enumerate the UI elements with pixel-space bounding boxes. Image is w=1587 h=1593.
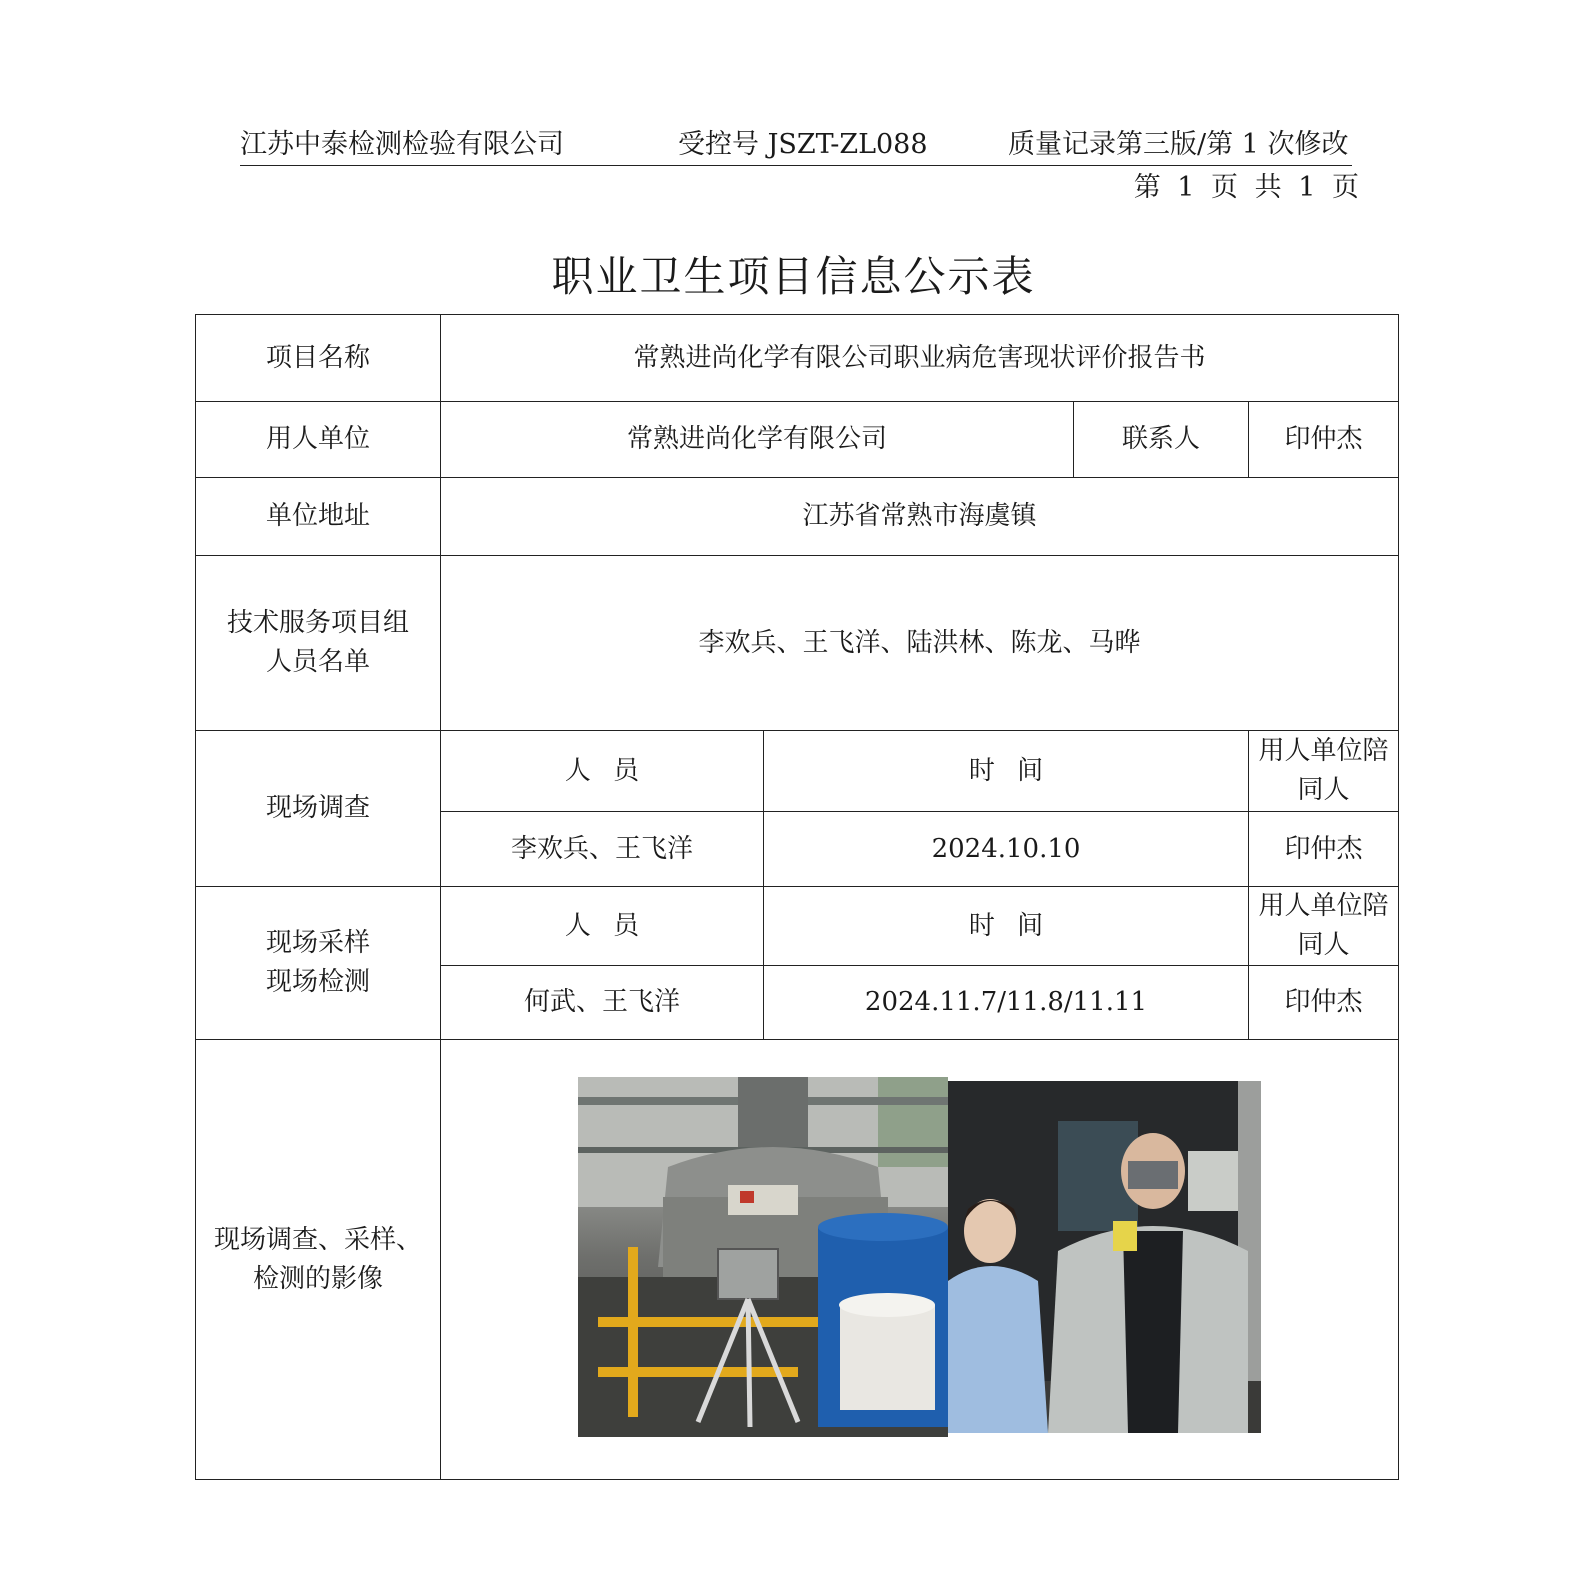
- images-label-line2: 检测的影像: [252, 1263, 383, 1294]
- row-images: [196, 1040, 1399, 1480]
- staff-photo: [948, 1081, 1261, 1433]
- sampling-col-time: 时 间: [764, 887, 1249, 966]
- sampling-col-escort: 用人单位陪同人: [1249, 887, 1399, 966]
- contact-label: 联系人: [1074, 402, 1249, 478]
- contact-value: 印仲杰: [1249, 402, 1399, 478]
- survey-col-personnel: 人 员: [441, 731, 764, 812]
- team-value: 李欢兵、王飞洋、陆洪林、陈龙、马晔: [441, 556, 1399, 731]
- images-label: [196, 1040, 441, 1480]
- page-info: 第 1 页 共 1 页: [1133, 172, 1359, 203]
- company-name: 江苏中泰检测检验有限公司: [240, 129, 564, 160]
- control-number: 受控号 JSZT-ZL088: [678, 129, 928, 160]
- sampling-col-personnel: 人 员: [441, 887, 764, 966]
- sampling-time: 2024.11.7/11.8/11.11: [764, 966, 1249, 1040]
- sampling-label-line1: 现场采样: [265, 928, 370, 958]
- survey-time: 2024.10.10: [764, 812, 1249, 887]
- document-title: 职业卫生项目信息公示表: [551, 252, 1036, 301]
- row-team: [196, 556, 1399, 731]
- sampling-site-illustration: [578, 1077, 948, 1437]
- sampling-escort: 印仲杰: [1249, 966, 1399, 1040]
- team-label-line1: 技术服务项目组: [226, 608, 409, 638]
- team-label: [196, 556, 441, 731]
- row-sampling-header: [196, 887, 1399, 966]
- employer-label: 用人单位: [196, 402, 441, 478]
- survey-escort: 印仲杰: [1249, 812, 1399, 887]
- sampling-site-photo: [578, 1077, 948, 1437]
- row-project-name: [196, 315, 1399, 402]
- row-employer: [196, 402, 1399, 478]
- address-label: 单位地址: [196, 478, 441, 556]
- row-survey-header: [196, 731, 1399, 812]
- survey-col-time: 时 间: [764, 731, 1249, 812]
- survey-label: 现场调查: [196, 731, 441, 887]
- team-label-line2: 人员名单: [265, 647, 370, 677]
- info-table: [195, 314, 1399, 1480]
- record-version: 质量记录第三版/第 1 次修改: [1008, 129, 1349, 160]
- sampling-personnel: 何武、王飞洋: [441, 966, 764, 1040]
- employer-value: 常熟进尚化学有限公司: [441, 402, 1074, 478]
- sampling-label: [196, 887, 441, 1040]
- images-label-line1: 现场调查、采样、: [213, 1224, 422, 1255]
- project-name-label: 项目名称: [196, 315, 441, 402]
- survey-personnel: 李欢兵、王飞洋: [441, 812, 764, 887]
- staff-illustration: [948, 1081, 1261, 1433]
- project-name-value: 常熟进尚化学有限公司职业病危害现状评价报告书: [441, 315, 1399, 402]
- sampling-label-line2: 现场检测: [265, 967, 370, 997]
- site-photos: [578, 1077, 1261, 1437]
- row-address: [196, 478, 1399, 556]
- survey-col-escort: 用人单位陪同人: [1249, 731, 1399, 812]
- images-cell: [441, 1040, 1399, 1480]
- photo-wrapper: [441, 1040, 1398, 1479]
- address-value: 江苏省常熟市海虞镇: [441, 478, 1399, 556]
